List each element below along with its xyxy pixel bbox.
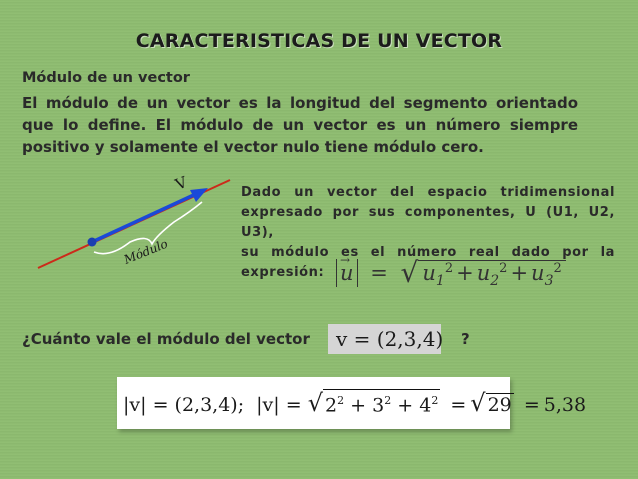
result-sqrt-content <box>323 389 440 416</box>
description-line: su módulo es el número real dado por la <box>241 245 615 260</box>
sqrt-sign: √ <box>400 256 419 289</box>
plus: + <box>350 394 367 416</box>
exp: 2 <box>337 393 345 407</box>
formula-lhs: → u <box>340 259 354 287</box>
term-sub: 1 <box>435 273 445 290</box>
term-exp: 2 <box>553 261 562 276</box>
definition-paragraph <box>22 92 578 158</box>
term-u: u <box>531 261 545 285</box>
term-exp: 2 <box>499 261 508 276</box>
plus: + <box>397 394 414 416</box>
question-text: ¿Cuánto vale el módulo del vector <box>22 330 310 348</box>
module-label: Módulo <box>121 236 170 267</box>
sqrt-value: 29 <box>487 394 512 416</box>
result-part2: |v| = <box>256 394 302 416</box>
vector-diagram <box>30 160 240 285</box>
term-sub: 2 <box>490 273 500 290</box>
term-sub: 3 <box>544 273 554 290</box>
paragraph-line: que lo define. El módulo de un vector es un número siempre <box>22 116 578 134</box>
vector-value-box <box>328 324 444 354</box>
vector-value: v = (2,3,4) <box>336 327 444 351</box>
description-line: expresado por sus componentes, U (U1, U2, U3), <box>241 205 615 240</box>
base: 3 <box>372 394 385 416</box>
exp: 2 <box>431 393 439 407</box>
paragraph-line: El módulo de un vector es la longitud del segmento orientado <box>22 94 578 112</box>
description-line: Dado un vector del espacio tridimensional <box>241 185 615 200</box>
module-formula <box>336 256 566 296</box>
exp: 2 <box>384 393 392 407</box>
sqrt-sign: √ <box>470 389 486 417</box>
term-exp: 2 <box>444 261 454 276</box>
vector-label: V <box>172 172 190 194</box>
equals: = <box>450 394 467 416</box>
result-box <box>117 377 587 429</box>
formula-equals: = <box>370 261 388 285</box>
term-u: u <box>422 261 436 285</box>
plus: + <box>510 261 529 285</box>
paragraph-line: positivo y solamente el vector nulo tiene módulo cero. <box>22 138 484 156</box>
base: 2 <box>325 394 338 416</box>
result-part1: |v| = (2,3,4); <box>123 394 245 416</box>
section-subtitle: Módulo de un vector <box>22 70 190 86</box>
equals: = <box>523 394 540 416</box>
description-line: expresión: <box>241 265 325 280</box>
question-mark: ? <box>461 330 470 348</box>
arrow-head <box>190 188 208 202</box>
plus: + <box>456 261 474 285</box>
base: 4 <box>419 394 432 416</box>
sqrt-content <box>418 260 565 289</box>
formula-abs <box>336 259 358 287</box>
slide-title: CARACTERISTICAS DE UN VECTOR <box>135 30 503 52</box>
final-value: 5,38 <box>543 394 587 416</box>
sqrt-sign: √ <box>307 389 323 417</box>
origin-point <box>88 238 97 247</box>
term-u: u <box>476 261 491 285</box>
